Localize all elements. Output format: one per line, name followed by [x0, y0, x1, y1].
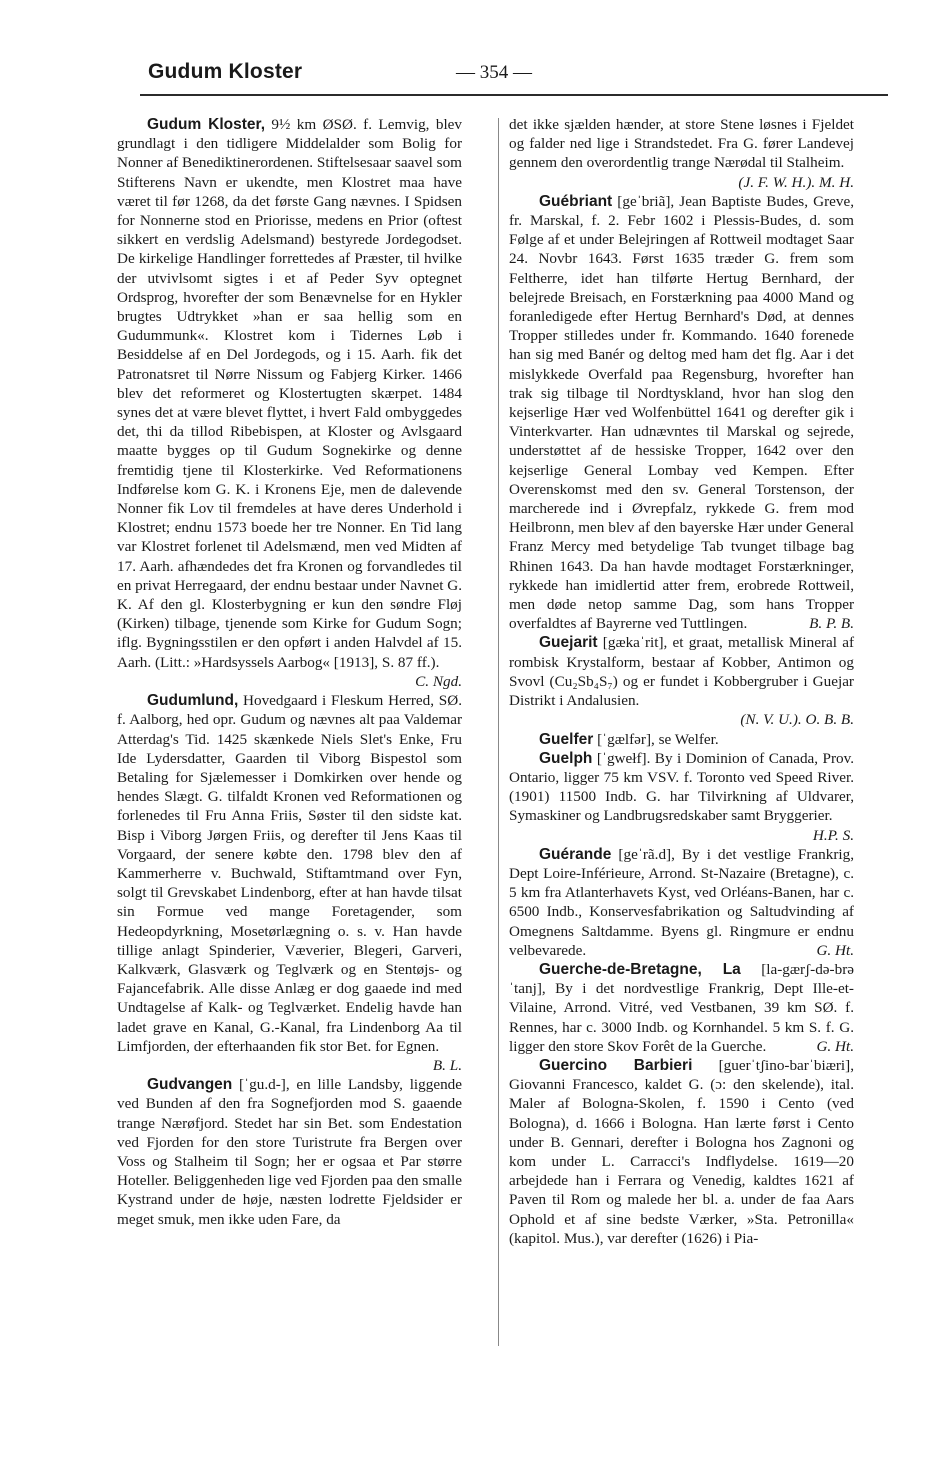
author-signature: B. L. — [432, 1056, 462, 1074]
header-rule — [140, 94, 888, 96]
entry-gudvangen — [117, 1075, 462, 1229]
entry-gudum-kloster — [117, 115, 462, 691]
entry-guerande — [509, 845, 854, 960]
column-divider — [498, 118, 499, 1346]
headword: Guébriant — [539, 192, 613, 210]
entry-guelph — [509, 749, 854, 845]
entry-text: [la-gærʃ-də-brəˈtanj], By i det nordvestlige Frankrig, Dept Ille-et-Vilaine, Arrond. Vitré, ved Vestbanen, 39 km SØ. f. Rennes, har c. 3000 Indb. og Kornhandel. 5 km S. f. G. ligger den store Skov Forêt de la Guerche. — [509, 960, 854, 1055]
entry-text: [guerˈtʃino-barˈbiæri], Giovanni Francesco, kaldet G. (ɔ: den skelende), ital. Maler af Bologna-Skolen, f. 1590 i Cento (ved Bologna), d. 1666 i Bologna. Han lærte først i Cento under B. Gennari, derefter i Bologna hos Zagnoni og kom under L. Carracci's Indflydelse. 1619—20 arbejdede han i Ferrara og Venedig, kaldtes 1621 af Paven til Rom og malede her bl. a. under de faa Aars Ophold et af sine bedste Værker, »Sta. Petronilla« (kapitol. Mus.), var derefter (1626) i Pia- — [509, 1056, 854, 1247]
entry-guebriant — [509, 192, 854, 634]
entry-text: 9½ km ØSØ. f. Lemvig, blev grundlagt i den tidligere Middelalder som Bolig for Nonner af Benediktinerordenen. Stiftelsesaar saavel som Stifterens Navn er ukendte, men Klostret maa have været til før 1268, da det første Gang nævnes. I Spidsen for Nonnerne stod en Priorisse, medens en Prior (oftest sikkert en verdslig Adelsmand) bestyrede Jordegodset. De kirkelige Handlinger forrettedes af Præster, til hvilke der utvivlsomt sigtes i et af Peder Syv optegnet Ordsprog, hvorefter der som Benævnelse for en Hykler brugtes Udtrykket »han er saa hellig som en Gudummunk«. Klostret kom i Tidernes Løb i Besiddelse af en Del Jordegods, og i 15. Aarh. fik det Patronatsret til Nørre Nissum og Fabjerg Kirker. 1466 blev det reformeret og Klostertugten skærpet. 1484 synes det at være blevet flyttet, i hvert Fald ombyggedes det, thi da tillod Ribebispen, at Kloster og Avlsgaard maatte bygges op til Gudum Sognekirke og denne fremtidig tjene til Klosterkirke. Ved Reformationens Indførelse kom G. K. i Kronens Eje, men de dalevende Nonner fik Lov til fremdeles at have deres Underhold i Klostret; endnu 1573 boede her tre Nonner. En Tid lang var Klostret forlenet til Adelsmænd, men ved Midten af 17. Aarh. afhændedes det fra Kronen og forvandledes til en privat Herregaard, der endnu bestaar under Navnet G. K. Af den gl. Klosterbygning er kun den søndre Fløj (Kirken) tilbage, tjenende som Kirke for Gudum Sogn; iflg. Bygningsstilen er den opført i anden Halvdel af 15. Aarh. (Litt.: »Hardsyssels Aarbog« [1913], S. 87 ff.). — [117, 116, 463, 671]
author-signature: G. Ht. — [816, 1037, 854, 1055]
entry-text: [geˈbriã], Jean Baptiste Budes, Greve, fr. Marskal, f. 2. Febr 1602 i Plessis-Budes, d. som Følge af et under Belejringen af Rottweil modtaget Saar 24. Novbr 1643. Først 1635 træder G. frem som Feltherre, idet han tilførte Hertug Bernhard, der belejrede Breisach, en Forstærkning paa 4000 Mand og foranledigede efter Hertug Bernhard's Død, at dennes Tropper stilledes under fr. Kommando. 1640 forenede han sig med Banér og deltog med ham det flg. Aar i det mislykkede Overfald paa Regensburg, hvorefter han trak sig tilbage til Nordtyskland, hvor han slog den kejserlige Hær ved Wolfenbüttel 1641 og derefter gik i Vinterkvarter. Han udnævntes til Marskal og sejrede, understøttet af de hessiske Tropper, 1642 over den kejserlige General Lombay ved Kempen. Efter Overenskomst med den sv. General Torstenson, der marcherede ind i Øvrepfalz, rykkede G. frem mod Heilbronn, men blev af den bayerske Hær under General Franz Mercy med betydelige Tab tvunget tilbage bag Rhinen 1643. Da han havde modtaget Forstærkninger, rykkede han imidlertid atter frem, erobrede Rottweil, men døde netop samme Dag, som hans Tropper overfaldtes af Bayrerne ved Tuttlingen. — [509, 192, 854, 633]
entry-text: det ikke sjælden hænder, at store Stene løsnes i Fjeldet og falder ned lige i Strandstedet. Fra G. fører Landevej gennem den overordentlig trange Nærødal til Stalheim. — [509, 116, 854, 172]
entry-guercino — [509, 1056, 854, 1248]
entry-guejarit — [509, 633, 854, 710]
entry-guelfer — [509, 730, 854, 749]
page-header — [148, 60, 888, 90]
left-column — [117, 115, 462, 1229]
headword: Guelph — [539, 749, 593, 767]
entry-text: [gækaˈrit], et graat, metallisk Mineral af rombisk Krystalform, bestaar af Kobber, Antimon og Svovl (Cu₂Sb₄S₇) og er fundet i Kobbergruber i Guejar Distrikt i Andalusien. — [509, 634, 855, 710]
entry-text: [ˈgu.d-], en lille Landsby, liggende ved Bunden af den fra Sognefjorden mod S. gaaende trange Nærøfjord. Stedet har sin Bet. som Endestation ved Fjorden for den store Turistrute fra Bergen over Voss og Stalheim til Sogn; her er ogsaa et Par større Hoteller. Beliggenheden lige ved Fjorden paa den smalle Kystrand under de høje, næsten lodrette Fjeldsider er meget smuk, men ikke uden Fare, da — [117, 1076, 463, 1228]
author-signature: G. Ht. — [816, 941, 854, 959]
author-signature: (N. V. U.). O. B. B. — [740, 711, 854, 729]
entry-gudumlund — [117, 691, 462, 1075]
author-signature: C. Ngd. — [415, 672, 462, 690]
headword: Guercino Barbieri — [539, 1056, 693, 1074]
entry-text: Hovedgaard i Fleskum Herred, SØ. f. Aalborg, hed opr. Gudum og nævnes alt paa Valdemar Atterdag's Tid. 1425 skænkede Niels Slet's Enke, Fru Ide Lydersdatter, Gaarden til Viborg Bispestol som Betaling for Sjælemesser i Domkirken over hende og hendes Slægt. G. tilfaldt Kronen ved Reformationen og forlenedes til Fru Anna Friis, Søster til den sidste kat. Bisp i Viborg Jørgen Friis, og derefter til Jens Kaas til Vorgaard, der senere købte den. 1798 blev den af Kammerherre v. Buchwald, Stiftamtmand over Fyn, solgt til Grevskabet Lindenborg, efter at han havde tilsat sin Formue ved mange Foretagender, som Hedeopdyrkning, Mosetørlægning o. s. v. Han havde tillige anlagt Spinderier, Væverier, Blegeri, Garveri, Kalkværk, Glasværk og Teglværk og en Stentøjs- og Fajancefabrik. Alle disse Anlæg er dog gaaede ind med Undtagelse af Kalk- og Teglværket. Endelig havde han ladet grave en Kanal, G.-Kanal, fra Lindenborg Aa til Limfjorden, der efterhaanden fik stor Bet. for Egnen. — [117, 692, 463, 1055]
author-signature: H.P. S. — [812, 826, 854, 844]
headword: Guelfer — [539, 730, 594, 748]
headword: Gudum Kloster, — [147, 116, 266, 133]
entry-text: [ˈgwełf]. By i Dominion of Canada, Prov. Ontario, ligger 75 km VSV. f. Toronto ved Speed River. (1901) 11500 Indb. G. har Tilvirkning af Uldvarer, Symaskiner og Landbrugsredskaber samt Bryggerier. — [509, 749, 855, 825]
author-signature: B. P. B. — [809, 615, 854, 633]
entry-gudvangen-continued — [509, 115, 854, 173]
headword: Gudvangen — [147, 1076, 233, 1094]
headword: Guerche-de-Bretagne, La — [539, 960, 741, 978]
author-signature: (J. F. W. H.). M. H. — [738, 173, 854, 191]
page-number: — 354 — — [456, 62, 532, 83]
headword: Guejarit — [539, 634, 598, 652]
headword: Guérande — [539, 845, 612, 863]
headword: Gudumlund, — [147, 692, 239, 710]
entry-text: [geˈrã.d], By i det vestlige Frankrig, Dept Loire-Inférieure, Arrond. St-Nazaire (Bretagne), c. 5 km fra Atlanterhavets Kyst, ved Orléans-Banen, har c. 6500 Indb., Konservesfabrikation og Saltudvinding af Omegnens Saltdamme. Byens gl. Ringmure er endnu velbevarede. — [509, 845, 854, 959]
running-title: Gudum Kloster — [148, 60, 303, 83]
entry-guerche — [509, 960, 854, 1056]
entry-text: [ˈgælfər], se Welfer. — [597, 730, 719, 748]
right-column — [509, 115, 854, 1248]
